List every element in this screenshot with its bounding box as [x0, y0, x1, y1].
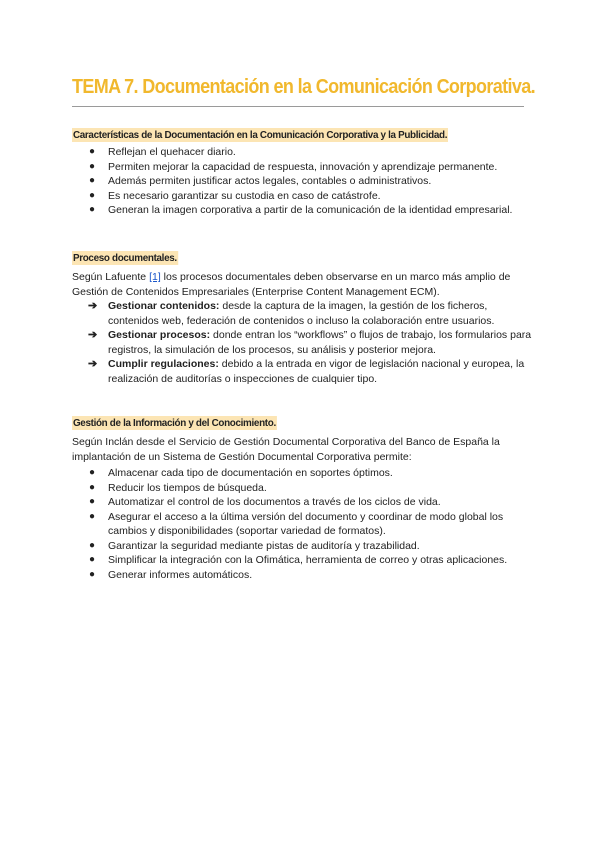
list-item-bold: Gestionar procesos: — [108, 329, 211, 341]
list-item-text: Además permiten justificar actos legales, contables o administrativos. — [108, 175, 432, 187]
list-item — [72, 510, 532, 539]
list-item-text: debido a la entrada en vigor de legislación nacional y europea, la realización de auditorías o inspecciones de cualquier tipo. — [108, 358, 525, 385]
bullet-list — [72, 145, 532, 218]
section-heading: Gestión de la Información y del Conocimiento. — [72, 417, 276, 429]
section-heading: Características de la Documentación en la Comunicación Corporativa y la Publicidad. — [72, 129, 448, 141]
list-item-text: Permiten mejorar la capacidad de respuesta, innovación y aprendizaje permanente. — [108, 160, 498, 173]
list-item — [72, 189, 532, 204]
bullet-icon: ● — [89, 481, 96, 493]
section-heading: Proceso documentales. — [72, 252, 177, 264]
bullet-icon: ● — [89, 496, 96, 507]
arrow-list — [72, 299, 532, 386]
bullet-icon: ● — [89, 568, 96, 580]
list-item — [72, 553, 532, 568]
list-item — [72, 299, 532, 328]
list-item-text: Es necesario garantizar su custodia en caso de catástrofe. — [108, 189, 381, 202]
list-item-text: Generar informes automáticos. — [108, 568, 253, 581]
list-item — [72, 160, 532, 175]
arrow-right-icon: ➔ — [88, 358, 98, 370]
section-intro — [72, 270, 532, 299]
arrow-right-icon: ➔ — [88, 300, 98, 312]
list-item-text: Generan la imagen corporativa a partir de la comunicación de la identidad empresarial. — [108, 204, 513, 216]
list-item-text: Reducir los tiempos de búsqueda. — [108, 481, 267, 494]
intro-text: Según Lafuente — [72, 271, 150, 283]
list-item — [72, 145, 532, 160]
list-item-text: donde entran los “workflows” o flujos de trabajo, los formularios para registros, la simulación de los procesos, su análisis y posterior mejora. — [108, 329, 532, 356]
list-item — [72, 174, 532, 189]
list-item-bold: Cumplir regulaciones: — [108, 358, 219, 370]
bullet-icon: ● — [89, 160, 96, 172]
page-title: TEMA 7. Documentación en la Comunicación Corporativa. — [72, 76, 536, 98]
bullet-icon: ● — [89, 510, 96, 522]
reference-link[interactable]: [1] — [149, 271, 161, 283]
section-caracteristicas — [72, 125, 532, 218]
list-item — [72, 481, 532, 496]
section-procesos — [72, 248, 532, 386]
list-item — [72, 328, 532, 357]
list-item — [72, 466, 532, 481]
bullet-list — [72, 466, 532, 582]
intro-text: los procesos documentales deben observarse en un marco más amplio de Gestión de Contenidos Empresariales (Enterprise Content Management ECM). — [72, 271, 511, 298]
bullet-icon: ● — [89, 175, 96, 186]
section-gestion — [72, 413, 532, 582]
bullet-icon: ● — [89, 467, 96, 478]
list-item-text: Garantizar la seguridad mediante pistas de auditoría y trazabilidad. — [108, 539, 420, 552]
bullet-icon: ● — [89, 554, 96, 565]
list-item-text: Asegurar el acceso a la última versión del documento y coordinar de modo global los cambios y disponibilidades (soportar variedad de formatos). — [108, 510, 504, 537]
list-item-bold: Gestionar contenidos: — [108, 300, 220, 312]
bullet-icon: ● — [89, 146, 96, 157]
bullet-icon: ● — [89, 539, 96, 551]
list-item-text: desde la captura de la imagen, la gestión de los ficheros, contenidos web, federación de contenidos o incluso la colaboración entre usuarios. — [108, 300, 495, 327]
list-item-text: Almacenar cada tipo de documentación en soportes óptimos. — [108, 467, 393, 479]
list-item — [72, 495, 532, 510]
bullet-icon: ● — [89, 204, 96, 215]
list-item — [72, 539, 532, 554]
title-divider — [72, 106, 524, 107]
list-item-text: Reflejan el quehacer diario. — [108, 146, 236, 158]
list-item — [72, 357, 532, 386]
bullet-icon: ● — [89, 189, 96, 201]
list-item-text: Simplificar la integración con la Ofimática, herramienta de correo y otras aplicaciones. — [108, 554, 508, 566]
list-item — [72, 203, 532, 218]
arrow-right-icon: ➔ — [88, 329, 98, 341]
list-item-text: Automatizar el control de los documentos a través de los ciclos de vida. — [108, 496, 441, 508]
list-item — [72, 568, 532, 583]
section-intro: Según Inclán desde el Servicio de Gestión Documental Corporativa del Banco de España la implantación de un Sistema de Gestión Documental Corporativa permite: — [72, 436, 500, 463]
